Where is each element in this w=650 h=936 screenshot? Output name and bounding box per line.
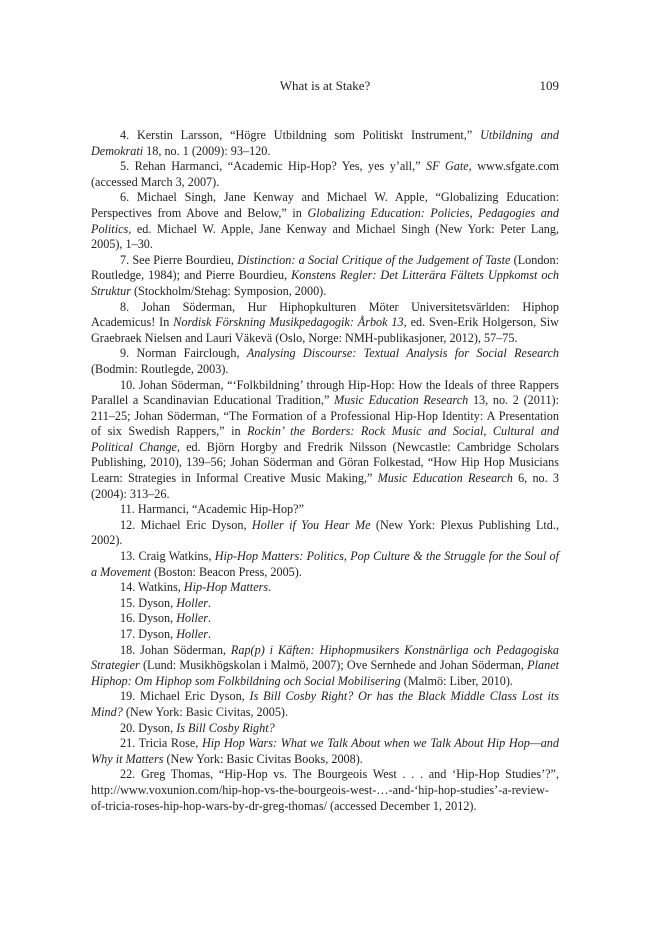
note-text: 15. Dyson,	[120, 595, 177, 610]
note-text: 8. Johan Söderman, Hur Hiphopkulturen Möter Universitetsvärlden: Hiphop Academicus! In	[91, 299, 559, 330]
endnote	[91, 721, 559, 737]
endnote	[91, 300, 559, 347]
endnote	[91, 643, 559, 690]
endnote	[91, 346, 559, 377]
endnote	[91, 549, 559, 580]
italic-title-text: Is Bill Cosby Right?	[176, 720, 275, 735]
note-text: (Bodmin: Routlegde, 2003).	[91, 361, 229, 376]
note-text: 19. Michael Eric Dyson,	[120, 689, 250, 704]
note-text: .	[268, 580, 272, 595]
note-text: (New York: Basic Civitas Books, 2008).	[163, 751, 363, 766]
note-text: 11. Harmanci, “Academic Hip-Hop?”	[120, 502, 304, 517]
italic-title-text: Planet Hiphop: Om Hiphop som Folkbildning och Social Mobilisering	[91, 658, 559, 688]
note-text: (Malmö: Liber, 2010).	[400, 673, 513, 688]
note-text: 22. Greg Thomas, “Hip-Hop vs. The Bourgeois West . . . and ‘Hip-Hop Studies’?”, http://www.voxunion.com/hip-hop-vs-the-bourgeois-west-…-and-‘hip-hop-studies’-a-review-of-tricia-roses-hip-hop-wars-by-dr-greg-thomas/ (accessed December 1, 2012).	[91, 767, 559, 813]
note-text: 14. Watkins,	[120, 580, 184, 595]
italic-title-text: SF Gate	[426, 159, 469, 174]
note-text: , ed. Michael W. Apple, Jane Kenway and Michael Singh (New York: Peter Lang, 2005), 1–30.	[91, 221, 559, 252]
italic-title-text: Rockin’ the Borders: Rock Music and Social, Cultural and Political Change	[91, 424, 559, 454]
note-text: 20. Dyson,	[120, 720, 177, 735]
note-text: (Lund: Musikhögskolan i Malmö, 2007); Ove Sernhede and Johan Söderman,	[139, 658, 528, 673]
endnote	[91, 253, 559, 300]
note-text: (Stockholm/Stehag: Symposion, 2000).	[130, 283, 327, 298]
italic-title-text: Utbildning and Demokrati	[91, 128, 559, 158]
italic-title-text: Distinction: a Social Critique of the Judgement of Taste	[237, 252, 511, 267]
endnote	[91, 580, 559, 596]
note-text: .	[208, 595, 212, 610]
note-text: 16. Dyson,	[120, 611, 177, 626]
endnote	[91, 689, 559, 720]
note-text: 6. Michael Singh, Jane Kenway and Michael W. Apple, “Globalizing Education: Perspectives from Above and Below,” in	[91, 190, 559, 220]
italic-title-text: Music Education Research	[377, 471, 513, 486]
note-text: , ed. Sven-Erik Holgerson, Siw Graebraek Nielsen and Lauri Väkevä (Oslo, Norge: NMH-publikasjoner, 2012), 57–75.	[91, 315, 559, 345]
note-text: 7. See Pierre Bourdieu,	[120, 252, 238, 267]
italic-title-text: Globalizing Education: Policies, Pedagogies and Politics	[91, 205, 559, 236]
italic-title-text: Hip-Hop Matters	[183, 580, 269, 595]
running-head: What is at Stake?	[279, 78, 371, 93]
note-text: 5. Rehan Harmanci, “Academic Hip-Hop? Yes, yes y’all,”	[120, 159, 426, 174]
endnote	[91, 159, 559, 190]
note-text: (London: Routledge, 1984); and Pierre Bourdieu,	[91, 252, 559, 283]
italic-title-text: Music Education Research	[334, 393, 469, 408]
note-text: , ed. Björn Horgby and Fredrik Nilsson (Newcastle: Cambridge Scholars Publishing, 2010), 139–56; Johan Söderman and Göran Folkestad, “How Hip Hop Musicians Learn: Strategies in Informal Creative Music Making,”	[91, 439, 560, 486]
note-text: 10. Johan Söderman, “‘Folkbildning’ through Hip-Hop: How the Ideals of three Rappers Parallel a Scandinavian Educational Tradition,”	[91, 377, 559, 408]
note-text: 12. Michael Eric Dyson,	[120, 517, 252, 532]
note-text: 13, no. 2 (2011): 211–25; Johan Söderman, “The Formation of a Professional Hip-Hop Identity: A Presentation of six Swedish Rappers,” in	[91, 393, 559, 439]
note-text: 18, no. 1 (2009): 93–120.	[143, 143, 271, 158]
italic-title-text: Holler	[176, 595, 209, 610]
note-text: (Boston: Beacon Press, 2005).	[150, 564, 302, 579]
note-text: .	[208, 611, 212, 626]
note-text: , www.sfgate.com (accessed March 3, 2007).	[91, 159, 560, 189]
note-text: .	[208, 627, 212, 641]
italic-title-text: Holler	[176, 611, 209, 626]
italic-title-text: Nordisk Förskning Musikpedagogik: Årbok 13	[173, 315, 404, 330]
note-text: 9. Norman Fairclough,	[120, 346, 247, 361]
endnote	[91, 502, 559, 518]
endnote	[91, 736, 559, 767]
note-text: 18. Johan Söderman,	[120, 642, 231, 657]
italic-title-text: Rap(p) i Käften: Hiphopmusikers Konstnärliga och Pedagogiska Strategier	[91, 642, 559, 673]
endnote	[91, 627, 559, 643]
note-text: 6, no. 3 (2004): 313–26.	[91, 471, 559, 501]
endnote	[91, 611, 559, 627]
italic-title-text: Analysing Discourse: Textual Analysis for Social Research	[246, 346, 559, 361]
note-text: 13. Craig Watkins,	[120, 549, 215, 564]
italic-title-text: Is Bill Cosby Right? Or has the Black Middle Class Lost its Mind?	[91, 689, 559, 719]
endnotes-list	[91, 128, 559, 814]
note-text: (New York: Plexus Publishing Ltd., 2002).	[91, 517, 559, 548]
note-text: (New York: Basic Civitas, 2005).	[122, 704, 289, 719]
italic-title-text: Holler	[176, 627, 209, 641]
endnote	[91, 190, 559, 252]
note-text: 21. Tricia Rose,	[120, 736, 202, 751]
italic-title-text: Holler if You Hear Me	[251, 517, 371, 532]
endnote	[91, 518, 559, 549]
page-number: 109	[539, 78, 559, 93]
endnote	[91, 767, 559, 814]
italic-title-text: Hip-Hop Matters: Politics, Pop Culture & the Struggle for the Soul of a Movement	[91, 549, 559, 579]
note-text: 4. Kerstin Larsson, “Högre Utbildning som Politiskt Instrument,”	[120, 128, 481, 142]
endnote	[91, 128, 559, 159]
italic-title-text: Hip Hop Wars: What we Talk About when we Talk About Hip Hop—and Why it Matters	[91, 736, 559, 766]
endnote	[91, 596, 559, 612]
endnote	[91, 378, 559, 503]
note-text: 17. Dyson,	[120, 627, 177, 641]
italic-title-text: Konstens Regler: Det Litterära Fältets Uppkomst och Struktur	[91, 268, 559, 298]
